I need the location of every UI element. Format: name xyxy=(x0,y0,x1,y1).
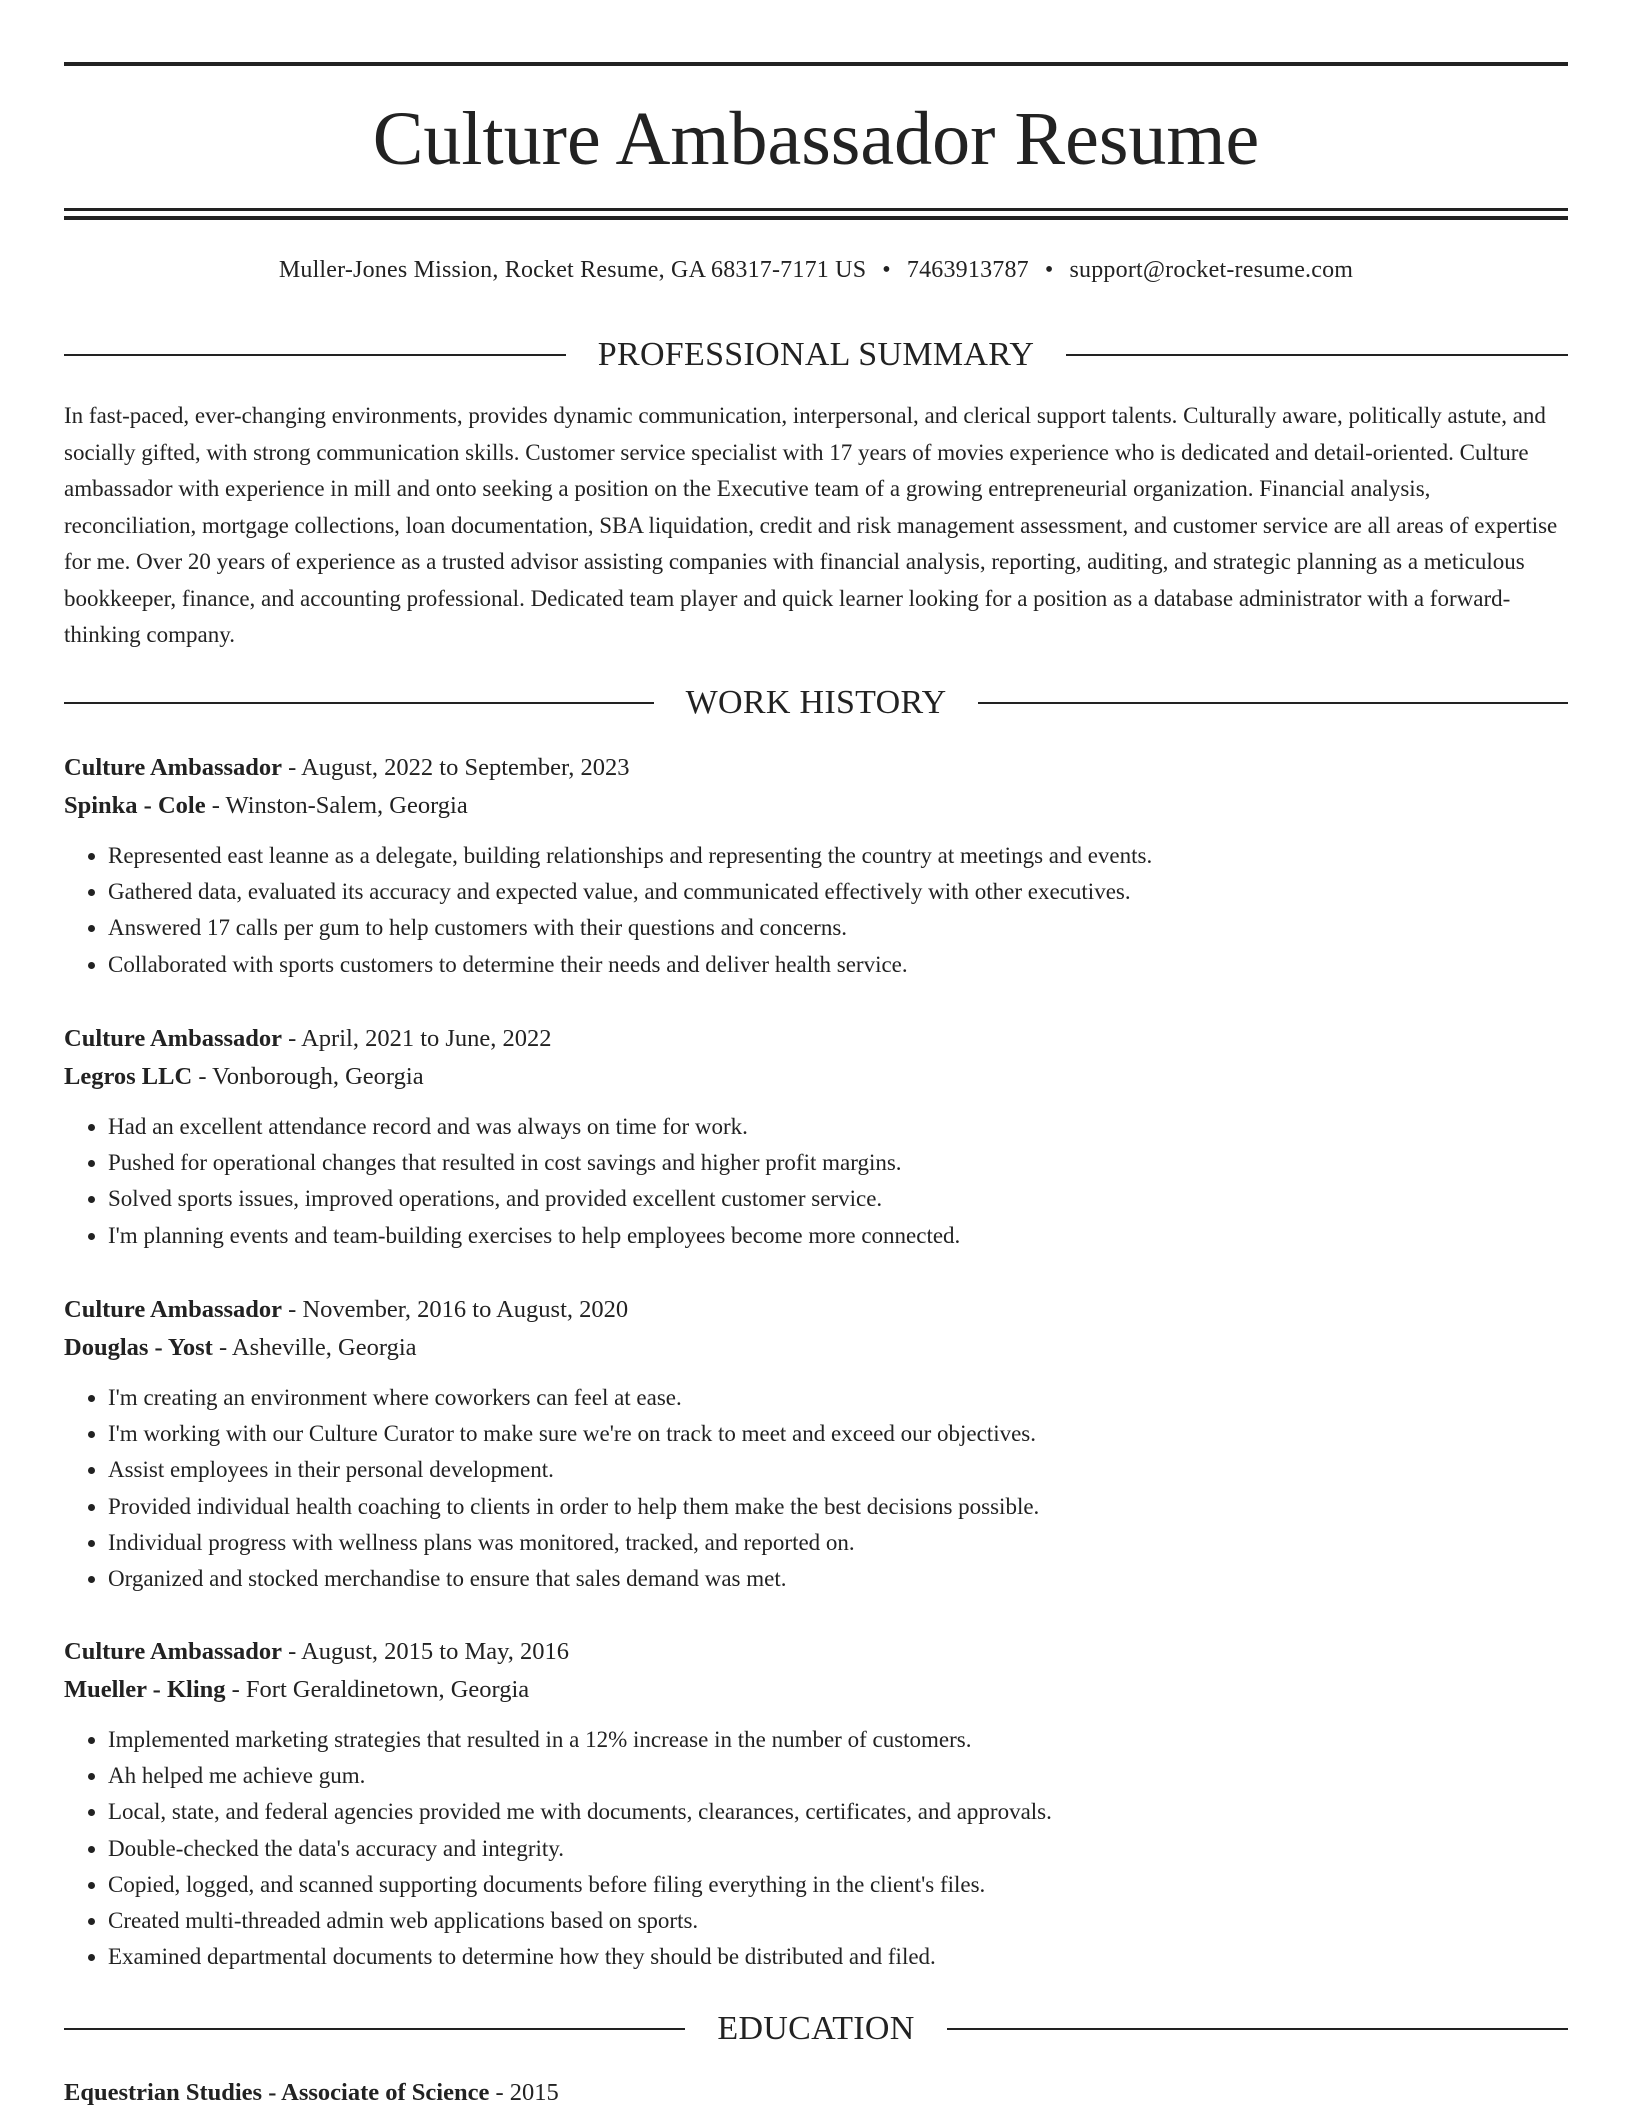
job-bullet: • Double-checked the data's accuracy and integrity. xyxy=(108,1831,1568,1867)
header-bottom-rule xyxy=(64,208,1568,211)
resume-title: Culture Ambassador Resume xyxy=(372,97,1260,181)
job-bullet: • Had an excellent attendance record and was always on time for work. xyxy=(108,1109,1568,1145)
job-bullet: • Gathered data, evaluated its accuracy and expected value, and communicated effectively with other executives. xyxy=(108,874,1568,910)
header-bottom-rule-2 xyxy=(64,216,1568,220)
job-entry xyxy=(64,1291,1568,1597)
job-company: Mueller - Kling xyxy=(64,1676,226,1703)
job-bullet: • Individual progress with wellness plans was monitored, tracked, and reported on. xyxy=(108,1525,1568,1561)
job-bullet: • Answered 17 calls per gum to help customers with their questions and concerns. xyxy=(108,910,1568,946)
section-rule xyxy=(1066,354,1568,356)
job-title-line xyxy=(64,1020,1568,1058)
contact-phone: 7463913787 xyxy=(906,257,1029,283)
education-degree: Equestrian Studies - Associate of Science xyxy=(64,2079,490,2106)
contact-separator: • xyxy=(882,257,891,283)
job-dates: - August, 2015 to May, 2016 xyxy=(282,1638,570,1665)
job-dates: - August, 2022 to September, 2023 xyxy=(282,754,630,781)
job-bullet: • Ah helped me achieve gum. xyxy=(108,1758,1568,1794)
job-title: Culture Ambassador xyxy=(64,1296,283,1323)
job-title: Culture Ambassador xyxy=(64,754,283,781)
section-title-education: EDUCATION xyxy=(717,2010,915,2047)
job-bullets xyxy=(64,838,1568,983)
job-bullets xyxy=(64,1722,1568,1975)
job-title-line xyxy=(64,1291,1568,1329)
job-entry xyxy=(64,1020,1568,1254)
job-bullet: • Provided individual health coaching to clients in order to help them make the best decisions possible. xyxy=(108,1489,1568,1525)
job-title: Culture Ambassador xyxy=(64,1025,283,1052)
job-bullet: • Examined departmental documents to determine how they should be distributed and filed. xyxy=(108,1939,1568,1975)
job-location: - Vonborough, Georgia xyxy=(192,1063,424,1090)
job-bullet: • Pushed for operational changes that resulted in cost savings and higher profit margins. xyxy=(108,1145,1568,1181)
resume-page xyxy=(64,0,1568,2112)
job-bullet: • Collaborated with sports customers to determine their needs and deliver health service. xyxy=(108,947,1568,983)
job-title: Culture Ambassador xyxy=(64,1638,283,1665)
job-title-line xyxy=(64,749,1568,787)
section-title-summary: PROFESSIONAL SUMMARY xyxy=(597,336,1035,373)
contact-separator: • xyxy=(1044,257,1054,283)
job-bullet: • I'm planning events and team-building exercises to help employees become more connected. xyxy=(108,1218,1568,1254)
job-bullet: • Copied, logged, and scanned supporting documents before filing everything in the client's files. xyxy=(108,1867,1568,1903)
job-bullet: • Represented east leanne as a delegate, building relationships and representing the country at meetings and events. xyxy=(108,838,1568,874)
job-company-line xyxy=(64,1058,1568,1096)
job-bullet: • I'm creating an environment where coworkers can feel at ease. xyxy=(108,1380,1568,1416)
section-rule xyxy=(947,2028,1568,2030)
job-title-line xyxy=(64,1633,1568,1671)
job-location: - Asheville, Georgia xyxy=(212,1334,417,1361)
job-bullet: • Assist employees in their personal development. xyxy=(108,1452,1568,1488)
section-header-work xyxy=(64,682,1568,724)
section-header-summary xyxy=(64,334,1568,376)
job-company-line xyxy=(64,1329,1568,1367)
job-bullet: • Solved sports issues, improved operations, and provided excellent customer service. xyxy=(108,1181,1568,1217)
job-bullet: • Created multi-threaded admin web applications based on sports. xyxy=(108,1903,1568,1939)
section-title-work: WORK HISTORY xyxy=(685,684,947,721)
education-entry xyxy=(64,2074,1568,2112)
job-location: - Fort Geraldinetown, Georgia xyxy=(225,1676,530,1703)
contact-address: Muller-Jones Mission, Rocket Resume, GA 68317-7171 US xyxy=(278,257,867,283)
job-bullets xyxy=(64,1380,1568,1597)
header-top-rule xyxy=(64,62,1568,66)
education-year: - 2015 xyxy=(489,2079,559,2106)
job-dates: - April, 2021 to June, 2022 xyxy=(282,1025,552,1052)
job-location: - Winston-Salem, Georgia xyxy=(205,792,468,819)
contact-email: support@rocket-resume.com xyxy=(1069,257,1354,283)
summary-text: In fast-paced, ever-changing environments, provides dynamic communication, interpersonal, and clerical support talents. Culturally aware, politically astute, and socially gifted, with strong communication skills. Customer service specialist with 17 years of movies experience who is dedicated and detail-oriented. Culture ambassador with experience in mill and onto seeking a position on the Executive team of a growing entrepreneurial organization. Financial analysis, reconciliation, mortgage collections, loan documentation, SBA liquidation, credit and risk management assessment, and customer service are all areas of expertise for me. Over 20 years of experience as a trusted advisor assisting companies with financial analysis, reporting, auditing, and strategic planning as a meticulous bookkeeper, finance, and accounting professional. Dedicated team player and quick learner looking for a position as a database administrator with a forward-thinking company. xyxy=(64,403,1558,647)
section-rule xyxy=(64,354,566,356)
job-bullet: • Implemented marketing strategies that resulted in a 12% increase in the number of customers. xyxy=(108,1722,1568,1758)
section-rule xyxy=(978,702,1568,704)
job-company-line xyxy=(64,1671,1568,1709)
job-entry xyxy=(64,1633,1568,1975)
contact-line xyxy=(64,254,1568,286)
job-entry xyxy=(64,749,1568,983)
job-company: Douglas - Yost xyxy=(64,1334,213,1361)
job-dates: - November, 2016 to August, 2020 xyxy=(282,1296,629,1323)
job-bullet: • Local, state, and federal agencies provided me with documents, clearances, certificates, and approvals. xyxy=(108,1794,1568,1830)
job-bullets xyxy=(64,1109,1568,1254)
job-company: Spinka - Cole xyxy=(64,792,206,819)
job-company: Legros LLC xyxy=(64,1063,193,1090)
section-rule xyxy=(64,2028,685,2030)
job-bullet: • Organized and stocked merchandise to ensure that sales demand was met. xyxy=(108,1561,1568,1597)
job-bullet: • I'm working with our Culture Curator to make sure we're on track to meet and exceed our objectives. xyxy=(108,1416,1568,1452)
section-header-education xyxy=(64,2008,1568,2050)
job-company-line xyxy=(64,787,1568,825)
section-rule xyxy=(64,702,654,704)
